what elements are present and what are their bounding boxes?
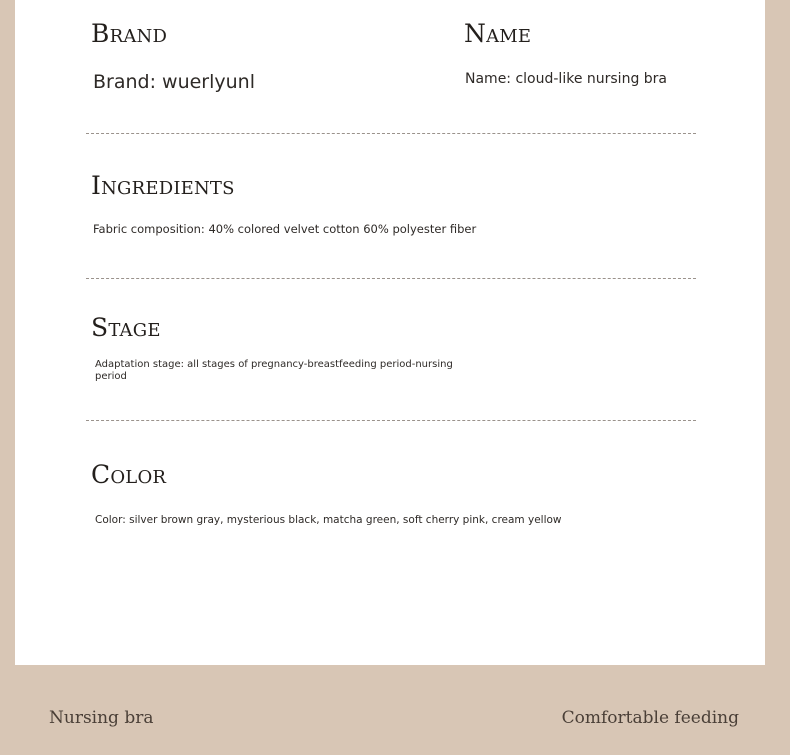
ingredients-heading: Ingredients xyxy=(91,171,235,200)
brand-value: Brand: wuerlyunl xyxy=(93,71,256,93)
name-value: Name: cloud-like nursing bra xyxy=(465,71,668,87)
color-heading: Color xyxy=(91,460,167,489)
brand-heading: Brand xyxy=(91,19,168,48)
footer-right-caption: Comfortable feeding xyxy=(561,708,739,728)
stage-value: Adaptation stage: all stages of pregnancy-breastfeeding period-nursing period xyxy=(95,359,453,382)
divider-1 xyxy=(86,133,696,134)
name-heading: Name xyxy=(464,19,532,48)
divider-3 xyxy=(86,420,696,421)
divider-2 xyxy=(86,278,696,279)
color-value: Color: silver brown gray, mysterious black, matcha green, soft cherry pink, cream yellow xyxy=(95,514,562,526)
ingredients-value: Fabric composition: 40% colored velvet cotton 60% polyester fiber xyxy=(93,222,477,236)
footer-left-caption: Nursing bra xyxy=(49,708,154,728)
stage-heading: Stage xyxy=(91,313,161,342)
product-info-card xyxy=(15,0,765,665)
